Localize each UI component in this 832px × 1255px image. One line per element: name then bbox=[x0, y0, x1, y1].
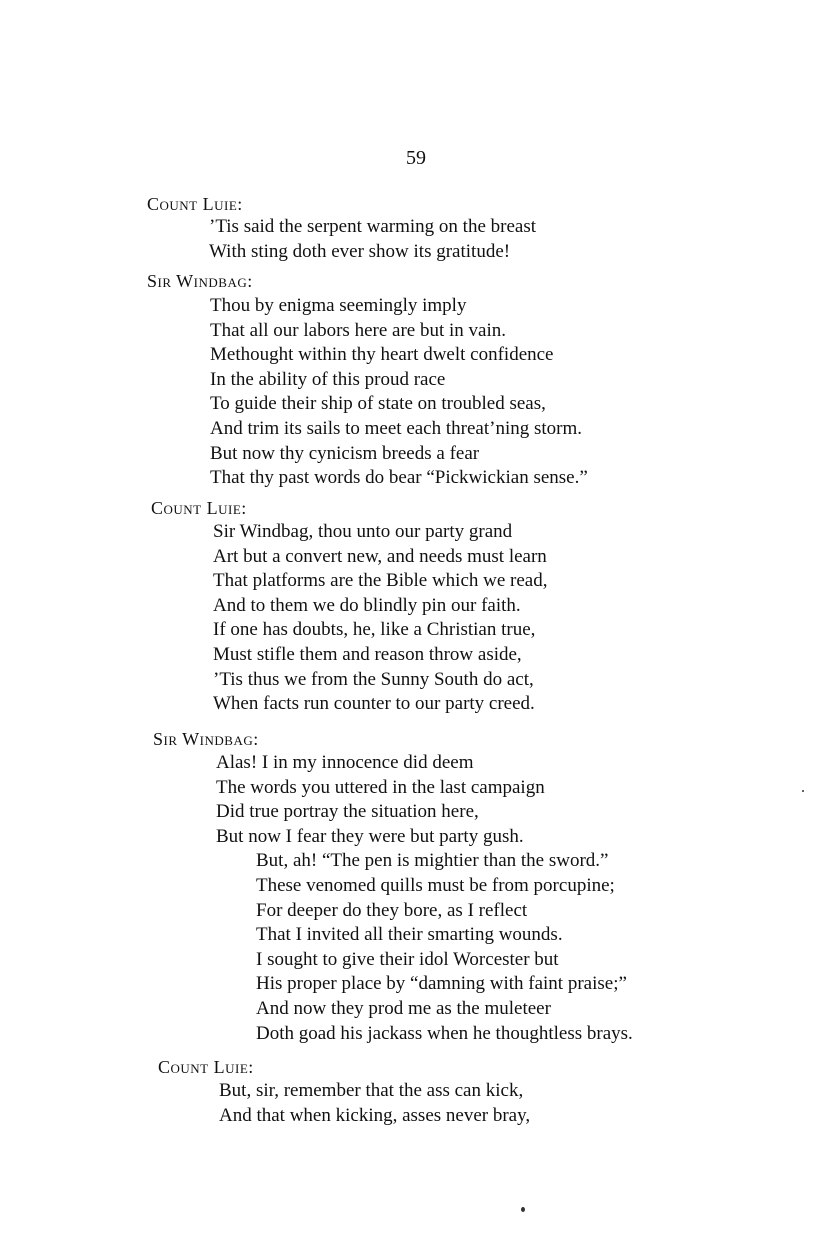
verse-line: Did true portray the situation here, bbox=[216, 801, 479, 823]
verse-line: Must stifle them and reason throw aside, bbox=[213, 643, 522, 665]
verse-line: Thou by enigma seemingly imply bbox=[210, 295, 467, 316]
verse-line: But now I fear they were but party gush. bbox=[216, 825, 524, 847]
speaker-label: Count Luie: bbox=[151, 498, 247, 518]
verse-line: The words you uttered in the last campaign bbox=[216, 776, 545, 798]
verse-line: That all our labors here are but in vain. bbox=[210, 319, 506, 341]
verse-line: And to them we do blindly pin our faith. bbox=[213, 594, 521, 616]
verse-line: In the ability of this proud race bbox=[210, 368, 446, 390]
speaker-label: Count Luie: bbox=[158, 1057, 254, 1077]
scan-speck bbox=[521, 1207, 525, 1212]
verse-line: For deeper do they bore, as I reflect bbox=[256, 899, 528, 921]
verse-line: And now they prod me as the muleteer bbox=[256, 997, 551, 1019]
verse-line: Doth goad his jackass when he thoughtless brays. bbox=[256, 1022, 633, 1044]
verse-block bbox=[219, 1079, 530, 1128]
verse-block bbox=[209, 215, 536, 264]
speaker-label: Sir Windbag: bbox=[153, 729, 259, 749]
speaker-label: Count Luie: bbox=[147, 194, 243, 214]
verse-line: ’Tis thus we from the Sunny South do act, bbox=[213, 668, 534, 690]
page-number: 59 bbox=[406, 147, 426, 169]
verse-line: Sir Windbag, thou unto our party grand bbox=[213, 521, 513, 542]
verse-line: That I invited all their smarting wounds. bbox=[256, 924, 563, 946]
verse-block bbox=[213, 520, 548, 717]
verse-line: But, ah! “The pen is mightier than the sword.” bbox=[256, 850, 609, 872]
scan-speck bbox=[802, 790, 804, 792]
verse-block bbox=[210, 294, 588, 491]
verse-line: Methought within thy heart dwelt confidence bbox=[210, 344, 554, 366]
verse-line: And trim its sails to meet each threat’ning storm. bbox=[210, 417, 583, 439]
verse-block bbox=[216, 751, 633, 1046]
verse-line: But, sir, remember that the ass can kick, bbox=[219, 1080, 524, 1101]
verse-line: These venomed quills must be from porcupine; bbox=[256, 874, 615, 896]
verse-line: When facts run counter to our party creed. bbox=[213, 693, 535, 715]
verse-line: And that when kicking, asses never bray, bbox=[219, 1104, 531, 1126]
verse-line: I sought to give their idol Worcester but bbox=[256, 948, 559, 970]
verse-line: That platforms are the Bible which we read, bbox=[213, 570, 548, 592]
verse-line: But now thy cynicism breeds a fear bbox=[210, 442, 480, 464]
verse-line: If one has doubts, he, like a Christian true, bbox=[213, 619, 536, 641]
verse-line: Art but a convert new, and needs must learn bbox=[213, 545, 547, 567]
verse-line: To guide their ship of state on troubled seas, bbox=[210, 393, 546, 415]
speaker-label: Sir Windbag: bbox=[147, 271, 253, 291]
verse-line: That thy past words do bear “Pickwickian sense.” bbox=[210, 467, 588, 489]
verse-line: His proper place by “damning with faint praise;” bbox=[256, 973, 627, 995]
verse-line: With sting doth ever show its gratitude! bbox=[209, 240, 511, 262]
verse-line: Alas! I in my innocence did deem bbox=[216, 752, 474, 773]
verse-line: ’Tis said the serpent warming on the breast bbox=[209, 216, 536, 237]
